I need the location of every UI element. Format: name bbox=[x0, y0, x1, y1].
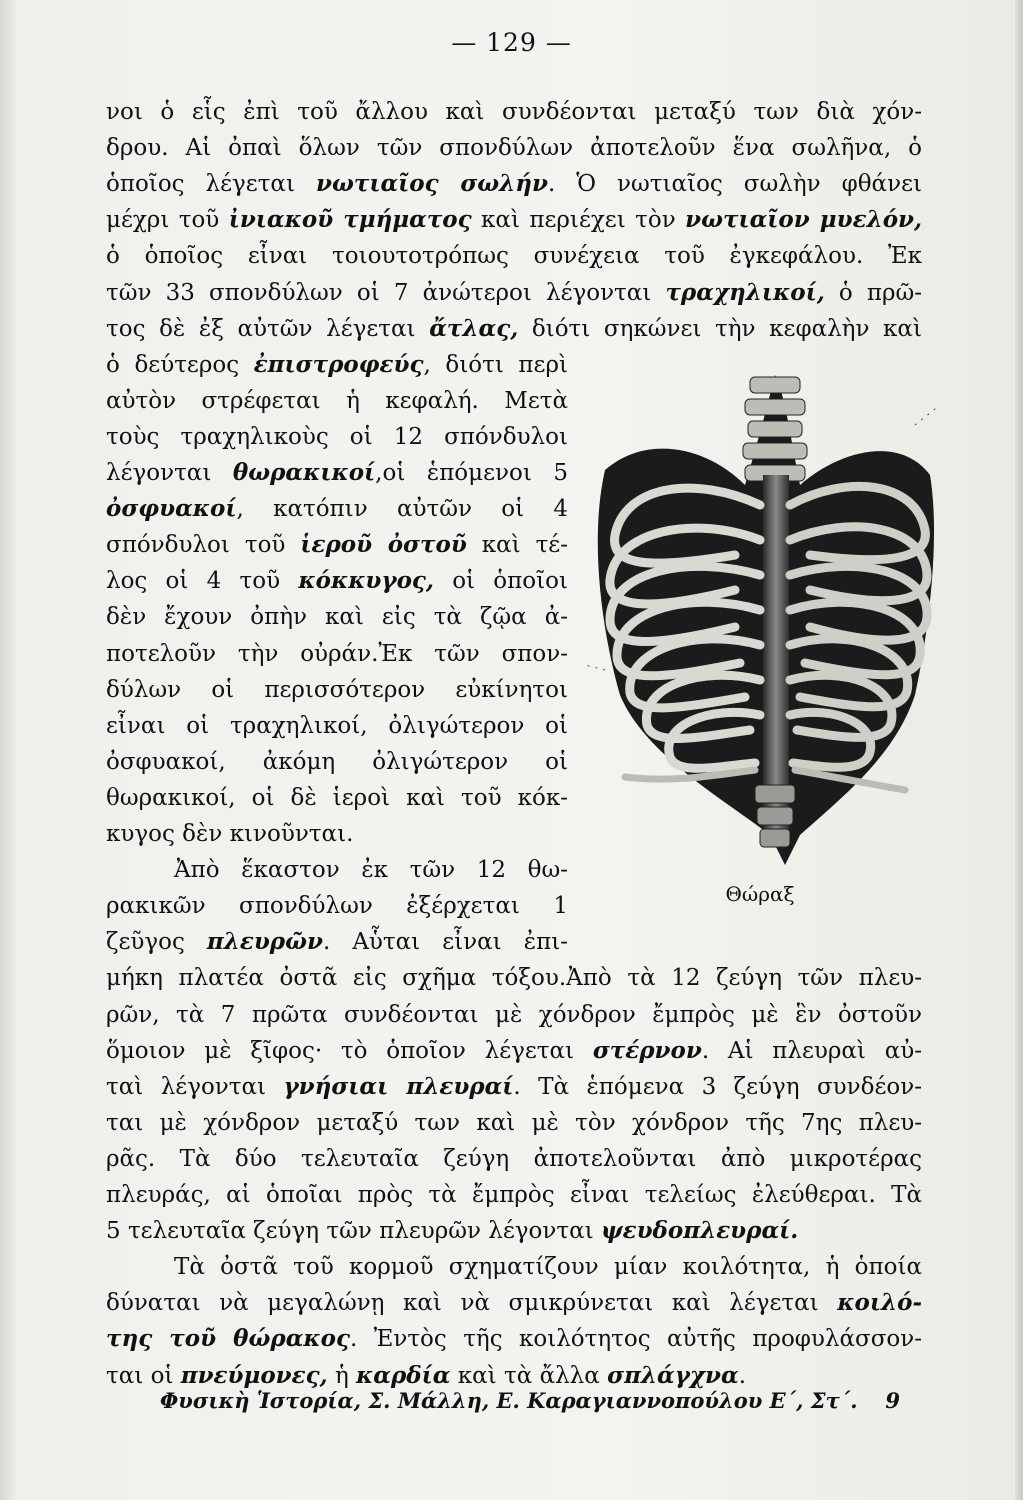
text-segment: εἶναι οἱ τραχηλικοί, ὀλιγώτερον οἱ bbox=[106, 712, 568, 739]
text-line bbox=[106, 238, 922, 274]
text-line bbox=[106, 960, 922, 996]
keyword: σπλάγχνα bbox=[607, 1361, 739, 1389]
text-line bbox=[106, 275, 922, 311]
footer bbox=[160, 1388, 900, 1413]
text-line bbox=[106, 924, 568, 960]
text-segment: δύλων οἱ περισσότερον εὐκίνητοι bbox=[106, 676, 568, 703]
text-segment: ρᾶς. Τὰ δύο τελευταῖα ζεύγη ἀποτελοῦνται ἀπὸ μικροτέρας bbox=[106, 1145, 922, 1172]
footer-signature-number: 9 bbox=[885, 1388, 900, 1413]
text-segment: πλευράς, αἱ ὁποῖαι πρὸς τὰ ἔμπρὸς εἶναι τελείως ἐλεύθεραι. Τὰ bbox=[106, 1182, 922, 1208]
text-line bbox=[106, 455, 568, 491]
text-segment: τῶν 33 σπονδύλων οἱ 7 ἀνώτεροι λέγονται bbox=[106, 279, 666, 306]
text-segment: μέχρι τοῦ bbox=[106, 207, 229, 234]
text-segment: ὅμοιον μὲ ξῖφος· τὸ ὁποῖον λέγεται bbox=[106, 1037, 593, 1064]
text-line bbox=[106, 311, 922, 347]
text-segment: ἡ bbox=[327, 1362, 357, 1389]
text-segment: καὶ περιέχει τὸν bbox=[471, 207, 686, 234]
text-segment: μήκη πλατέα ὀστᾶ εἰς σχῆμα τόξου.Ἀπὸ τὰ 12 ζεύγη τῶν πλευ- bbox=[106, 965, 922, 992]
keyword: νωτιαῖος σωλήν bbox=[315, 170, 548, 198]
text-line bbox=[106, 780, 568, 816]
keyword: τραχηλικοί, bbox=[665, 278, 825, 306]
text-line bbox=[106, 816, 568, 852]
text-segment: ὁ πρῶ- bbox=[824, 279, 922, 306]
keyword: καρδία bbox=[356, 1361, 451, 1389]
keyword: θωρακικοί bbox=[232, 459, 376, 486]
keyword: πνεύμονες, bbox=[180, 1361, 328, 1389]
keyword: ἰνιακοῦ τμήματος bbox=[228, 206, 472, 234]
text-segment: ρῶν, τὰ 7 πρῶτα συνδέονται μὲ χόνδρον ἔμπρὸς μὲ ἓν ὀστοῦν bbox=[106, 1001, 922, 1028]
text-line bbox=[106, 383, 568, 419]
text-segment: δύναται νὰ μεγαλώνῃ καὶ νὰ σμικρύνεται καὶ λέγεται bbox=[106, 1290, 838, 1317]
text-line bbox=[106, 1285, 922, 1321]
keyword: ψευδοπλευραί. bbox=[600, 1217, 799, 1245]
text-segment: λος οἱ 4 τοῦ bbox=[106, 568, 299, 595]
text-line bbox=[106, 852, 568, 888]
text-line bbox=[106, 744, 568, 780]
text-line bbox=[106, 997, 922, 1033]
text-segment: θωρακικοί, οἱ δὲ ἱεροὶ καὶ τοῦ κόκ- bbox=[106, 784, 568, 811]
text-segment: ὁ ὁποῖος εἶναι τοιουτοτρόπως συνέχεια τοῦ ἐγκεφάλου. Ἐκ bbox=[106, 243, 922, 270]
text-segment: διότι σηκώνει τὴν κεφαλὴν καὶ bbox=[518, 315, 922, 342]
text-segment: οἱ ὁποῖοι bbox=[433, 568, 568, 595]
text-line bbox=[106, 527, 568, 563]
text-line bbox=[106, 563, 568, 599]
footer-citation: Φυσικὴ Ἱστορία, Σ. Μάλλη, Ε. Καραγιαννοπούλου Ε΄, Στ΄. bbox=[160, 1388, 858, 1413]
text-line bbox=[106, 130, 922, 166]
text-segment: δὲν ἔχουν ὀπὴν καὶ εἰς τὰ ζῷα ἀ- bbox=[106, 604, 568, 631]
text-segment: , κατόπιν αὐτῶν οἱ 4 bbox=[236, 496, 568, 523]
text-segment: καὶ τὰ ἄλλα bbox=[450, 1362, 608, 1389]
text-segment: ὁ δεύτερος bbox=[106, 351, 254, 378]
keyword: πλευρῶν bbox=[206, 928, 323, 956]
text-segment: . bbox=[738, 1362, 747, 1389]
text-line bbox=[106, 1141, 922, 1177]
text-segment: ται μὲ χόνδρον μεταξύ των καὶ μὲ τὸν χόνδρον τῆς 7ης πλευ- bbox=[106, 1109, 922, 1136]
text-segment: δρου. Αἱ ὀπαὶ ὅλων τῶν σπονδύλων ἀποτελοῦν ἕνα σωλῆνα, ὁ bbox=[106, 135, 922, 162]
text-segment: αὐτὸν στρέφεται ἡ κεφαλή. Μετὰ bbox=[106, 387, 568, 414]
text-segment: λέγονται bbox=[106, 460, 233, 486]
text-line bbox=[106, 202, 922, 238]
keyword: νωτιαῖον μυελόν, bbox=[685, 206, 923, 234]
text-segment: Τὰ ὀστᾶ τοῦ κορμοῦ σχηματίζουν μίαν κοιλότητα, ἡ ὁποία bbox=[174, 1254, 922, 1281]
text-segment: . Τὰ ἑπόμενα 3 ζεύγη συνδέον- bbox=[513, 1073, 922, 1100]
text-line bbox=[106, 491, 568, 527]
text-segment: κυγος δὲν κινοῦνται. bbox=[106, 821, 354, 847]
page-number: — 129 — bbox=[451, 28, 572, 57]
text-line bbox=[106, 1105, 922, 1141]
text-line bbox=[106, 1033, 922, 1069]
text-line bbox=[106, 419, 568, 455]
text-segment: Ἀπὸ ἕκαστον ἐκ τῶν 12 θω- bbox=[174, 857, 568, 884]
text-segment: ὁποῖος λέγεται bbox=[106, 171, 316, 198]
text-line bbox=[106, 1177, 922, 1213]
text-segment: ρακικῶν σπονδύλων ἐξέρχεται 1 bbox=[106, 893, 568, 920]
text-line bbox=[106, 347, 568, 383]
figure-caption: Θώραξ bbox=[725, 882, 795, 906]
page-edge bbox=[1015, 0, 1023, 1500]
text-segment: . Αὗται εἶναι ἐπι- bbox=[322, 929, 568, 956]
thorax-illustration bbox=[585, 365, 945, 875]
text-line bbox=[106, 1213, 922, 1249]
text-segment: ὀσφυακοί, ἀκόμη ὀλιγώτερον οἱ bbox=[106, 748, 568, 775]
text-segment: ποτελοῦν τὴν οὐράν.Ἐκ τῶν σπον- bbox=[106, 640, 568, 667]
text-line bbox=[106, 1249, 922, 1285]
keyword: της τοῦ θώρακος bbox=[106, 1325, 351, 1353]
text-segment: ται οἱ bbox=[106, 1362, 181, 1389]
text-line bbox=[106, 672, 568, 708]
text-segment: καὶ τέ- bbox=[466, 532, 568, 559]
text-segment: τος δὲ ἐξ αὐτῶν λέγεται bbox=[106, 315, 430, 342]
keyword: γνήσιαι πλευραί bbox=[283, 1072, 514, 1100]
text-segment: . Αἱ πλευραὶ αὐ- bbox=[701, 1037, 922, 1064]
text-line bbox=[106, 888, 568, 924]
text-segment: τοὺς τραχηλικοὺς οἱ 12 σπόνδυλοι bbox=[106, 423, 568, 450]
text-line bbox=[106, 1321, 922, 1357]
text-segment: σπόνδυλοι τοῦ bbox=[106, 532, 301, 559]
text-segment: . Ὁ νωτιαῖος σωλὴν φθάνει bbox=[547, 171, 922, 198]
text-segment: 5 τελευταῖα ζεύγη τῶν πλευρῶν λέγονται bbox=[106, 1218, 601, 1245]
keyword: κόκκυγος, bbox=[298, 567, 434, 595]
text-segment: ζεῦγος bbox=[106, 929, 207, 956]
text-line bbox=[106, 166, 922, 202]
text-segment: ,οἱ ἑπόμενοι 5 bbox=[375, 460, 569, 486]
text-segment: νοι ὁ εἷς ἐπὶ τοῦ ἄλλου καὶ συνδέονται μεταξύ των διὰ χόν- bbox=[106, 99, 922, 125]
text-line bbox=[106, 1069, 922, 1105]
text-segment: , διότι περὶ bbox=[423, 351, 568, 378]
text-line bbox=[106, 599, 568, 635]
keyword: ὀσφυακοί bbox=[106, 495, 237, 523]
text-segment: . Ἐντὸς τῆς κοιλότητος αὐτῆς προφυλάσσον- bbox=[350, 1326, 923, 1353]
text-line bbox=[106, 94, 922, 130]
keyword: ἄτλας, bbox=[429, 314, 519, 342]
text-segment: ταὶ λέγονται bbox=[106, 1073, 284, 1100]
keyword: ἐπιστροφεύς bbox=[253, 350, 424, 378]
keyword: ἱεροῦ ὀστοῦ bbox=[300, 531, 467, 559]
text-line bbox=[106, 636, 568, 672]
keyword: στέρνον bbox=[592, 1036, 702, 1064]
keyword: κοιλό- bbox=[837, 1289, 922, 1317]
text-line bbox=[106, 708, 568, 744]
